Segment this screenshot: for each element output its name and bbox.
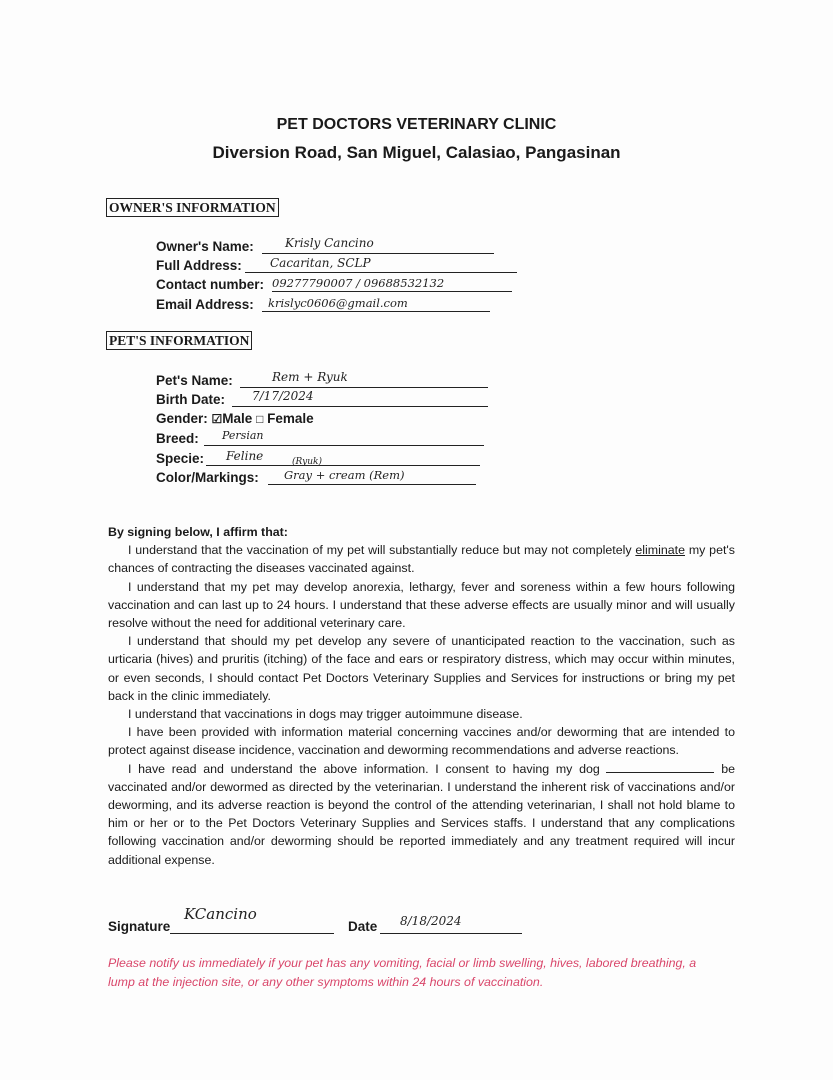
consent-paragraph-5: I have been provided with information material concerning vaccines and/or deworming that are intended to protect against disease incidence, vaccination and deworming recommendations and adverse reactions. [108, 725, 735, 758]
owner-name-value[interactable]: Krisly Cancino [285, 236, 374, 250]
breed-line [204, 445, 484, 446]
breed-value[interactable]: Persian [222, 429, 264, 442]
owner-section-title: OWNER'S INFORMATION [106, 198, 279, 217]
date-value[interactable]: 8/18/2024 [400, 914, 462, 928]
birth-date-line [232, 406, 488, 407]
specie-label: Specie: [156, 451, 205, 466]
date-label: Date [348, 919, 378, 934]
pet-section-title: PET'S INFORMATION [106, 331, 252, 350]
contact-label: Contact number: [156, 277, 264, 292]
address-line [245, 272, 517, 273]
signature-label: Signature [108, 919, 171, 934]
pet-name-label: Pet's Name: [156, 373, 233, 388]
male-checkbox[interactable]: ☑ [211, 412, 223, 426]
consent-text [108, 523, 735, 869]
gender-row [156, 411, 314, 426]
pet-name-value[interactable]: Rem + Ryuk [272, 370, 348, 384]
birth-date-value[interactable]: 7/17/2024 [252, 389, 314, 403]
signature-value[interactable]: KCancino [184, 905, 257, 923]
owner-name-line [262, 253, 494, 254]
female-option-label: Female [267, 411, 314, 426]
consent-paragraph-4: I understand that vaccinations in dogs may trigger autoimmune disease. [128, 707, 523, 722]
gender-label: Gender: [156, 411, 208, 426]
address-label: Full Address: [156, 258, 242, 273]
specie-value[interactable]: Feline [226, 449, 264, 463]
male-option-label: Male [222, 411, 253, 426]
consent-paragraph-1: I understand that the vaccination of my pet will substantially reduce but may not completely eliminate my pet's chances of contracting the diseases vaccinated against. [108, 543, 735, 576]
dog-name-blank[interactable] [606, 761, 714, 773]
pet-name-line [240, 387, 488, 388]
consent-paragraph-3: I understand that should my pet develop any severe of unanticipated reaction to the vaccination, such as urticaria (hives) and pruritis (itching) of the face and ears or respiratory distress, which may occur within minutes, or even seconds, I should contact Pet Doctors Veterinary Supplies and Services for instructions or bring my pet back in the clinic immediately. [108, 634, 735, 703]
contact-value[interactable]: 09277790007 / 09688532132 [272, 276, 445, 290]
date-line [380, 933, 522, 934]
color-value[interactable]: Gray + cream (Rem) [284, 468, 405, 482]
color-label: Color/Markings: [156, 470, 259, 485]
post-vaccination-notice: Please notify us immediately if your pet has any vomiting, facial or limb swelling, hives, labored breathing, a lump at the injection site, or any other symptoms within 24 hours of vaccination. [108, 956, 697, 989]
color-line [268, 484, 476, 485]
email-line [262, 311, 490, 312]
owner-name-label: Owner's Name: [156, 239, 254, 254]
birth-date-label: Birth Date: [156, 392, 226, 407]
clinic-address: Diversion Road, San Miguel, Calasiao, Pangasinan [212, 143, 621, 162]
email-value[interactable]: krislyc0606@gmail.com [268, 296, 408, 310]
consent-paragraph-6: I have read and understand the above information. I consent to having my dog be vaccinated and/or dewormed as directed by the veterinarian. I understand the inherent risk of vaccinations and/or deworming, and its adverse reaction is beyond the control of the attending veterinarian, I shall not hold blame to him or her or to the Pet Doctors Veterinary Supplies and Services staffs. I understand that any complications following vaccination and/or deworming should be reported immediately and any treatment required will incur additional expense. [108, 761, 736, 867]
breed-label: Breed: [156, 431, 199, 446]
consent-heading: By signing below, I affirm that: [108, 525, 288, 539]
color-correction: (Ryuk) [292, 457, 322, 467]
signature-line [170, 933, 334, 934]
specie-line [206, 465, 480, 466]
email-label: Email Address: [156, 297, 254, 312]
address-value[interactable]: Cacaritan, SCLP [270, 256, 371, 270]
consent-paragraph-2: I understand that my pet may develop anorexia, lethargy, fever and soreness within a few hours following vaccination and can last up to 24 hours. I understand that these adverse effects are usually minor and will usually resolve without the need for additional veterinary care. [108, 579, 735, 631]
contact-line [272, 291, 512, 292]
female-checkbox[interactable]: □ [256, 412, 264, 426]
clinic-name: PET DOCTORS VETERINARY CLINIC [276, 116, 557, 133]
